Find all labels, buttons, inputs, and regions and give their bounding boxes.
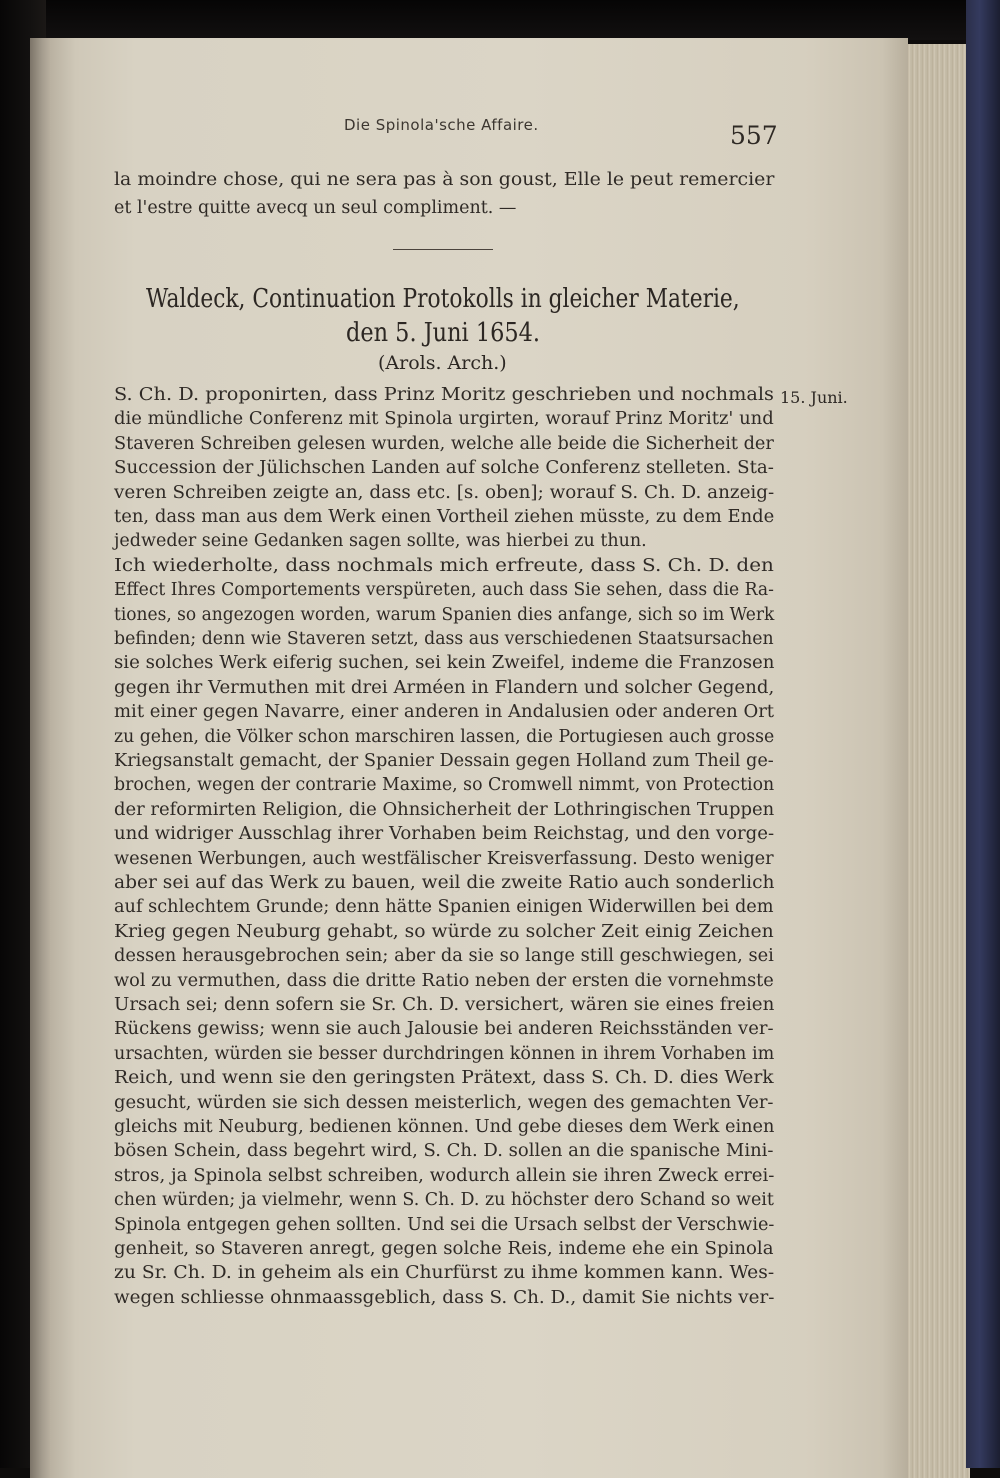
archive-source: (Arols. Arch.) (378, 352, 507, 374)
page-block-edges (906, 44, 970, 1478)
body-line: ten, dass man aus dem Werk einen Vortheil ziehen müsste, zu dem Ende (114, 507, 775, 527)
body-line: der reformirten Religion, die Ohnsicherheit der Lothringischen Truppen (114, 799, 775, 820)
previous-page-edge (30, 38, 52, 1478)
body-line: sie solches Werk eiferig suchen, sei kein Zweifel, indeme die Franzosen (114, 653, 775, 674)
body-line: wesenen Werbungen, auch westfälischer Kreisverfassung. Desto weniger (114, 848, 774, 869)
book-cover-top (0, 0, 1000, 40)
text-line: la moindre chose, qui ne sera pas à son goust, Elle le peut remercier (114, 170, 775, 190)
body-line: bösen Schein, dass begehrt wird, S. Ch. D. sollen an die spanische Mini- (114, 1141, 774, 1162)
body-line: ursachten, würden sie besser durchdringen können in ihrem Vorhaben im (114, 1043, 775, 1064)
text-line: et l'estre quitte avecq un seul compliment. — (114, 198, 517, 218)
body-line: veren Schreiben zeigte an, dass etc. [s. oben]; worauf S. Ch. D. anzeig- (114, 482, 775, 503)
body-line: dessen herausgebrochen sein; aber da sie so lange still geschwiegen, sei (114, 946, 774, 967)
body-line: Reich, und wenn sie den geringsten Prätext, dass S. Ch. D. dies Werk (114, 1068, 774, 1089)
body-line: Spinola entgegen gehen sollten. Und sei die Ursach selbst der Verschwie- (114, 1214, 775, 1235)
body-line: jedweder seine Gedanken sagen sollte, was hierbei zu thun. (114, 531, 647, 552)
body-line: gegen ihr Vermuthen mit drei Arméen in Flandern und solcher Gegend, (114, 677, 775, 698)
body-line: Staveren Schreiben gelesen wurden, welche alle beide die Sicherheit der (114, 433, 774, 454)
body-line: mit einer gegen Navarre, einer anderen in Andalusien oder anderen Ort (114, 702, 775, 723)
body-line: Ursach sei; denn sofern sie Sr. Ch. D. versichert, wären sie eines freien (114, 995, 775, 1015)
section-title-line1: Waldeck, Continuation Protokolls in gleicher Materie, (146, 284, 740, 314)
body-line: wol zu vermuthen, dass die dritte Ratio neben der ersten die vornehmste (114, 970, 774, 991)
body-line: stros, ja Spinola selbst schreiben, wodurch allein sie ihren Zweck errei- (114, 1165, 775, 1186)
running-head: Die Spinola'sche Affaire. (344, 116, 539, 134)
body-line: genheit, so Staveren anregt, gegen solche Reis, indeme ehe ein Spinola (114, 1239, 774, 1259)
body-line: S. Ch. D. proponirten, dass Prinz Moritz geschrieben und nochmals (114, 385, 774, 405)
page-number: 557 (730, 121, 778, 150)
section-title-line2: den 5. Juni 1654. (346, 318, 541, 348)
body-line: aber sei auf das Werk zu bauen, weil die zweite Ratio auch sonderlich (114, 873, 775, 893)
body-line: zu gehen, die Völker schon marschiren lassen, die Portugiesen auch grosse (114, 726, 775, 747)
body-line: tiones, so angezogen worden, warum Spanien dies anfange, sich so im Werk (114, 604, 775, 625)
body-line: die mündliche Conferenz mit Spinola urgirten, worauf Prinz Moritz' und (114, 409, 774, 430)
body-line: gesucht, würden sie sich dessen meisterlich, wegen des gemachten Ver- (114, 1092, 774, 1113)
body-line: gleichs mit Neuburg, bedienen können. Und gebe dieses dem Werk einen (114, 1117, 775, 1137)
body-line: zu Sr. Ch. D. in geheim als ein Churfürst zu ihme kommen kann. Wes- (114, 1263, 775, 1284)
body-line: brochen, wegen der contrarie Maxime, so Cromwell nimmt, von Protection (114, 775, 775, 796)
body-line: Succession der Jülichschen Landen auf solche Conferenz stelleten. Sta- (114, 458, 774, 479)
section-divider (393, 249, 493, 250)
body-line: befinden; denn wie Staveren setzt, dass aus verschiedenen Staatsursachen (114, 629, 774, 649)
body-line: Krieg gegen Neuburg gehabt, so würde zu solcher Zeit einig Zeichen (114, 921, 774, 942)
book-cover-right (966, 0, 1000, 1468)
margin-date-note: 15. Juni. (780, 388, 848, 407)
body-line: auf schlechtem Grunde; denn hätte Spanien einigen Widerwillen bei dem (114, 897, 774, 918)
body-line: Kriegsanstalt gemacht, der Spanier Dessain gegen Holland zum Theil ge- (114, 751, 774, 771)
body-line: Effect Ihres Comportements verspüreten, auch dass Sie sehen, dass die Ra- (114, 580, 774, 601)
body-line: und widriger Ausschlag ihrer Vorhaben beim Reichstag, und den vorge- (114, 824, 775, 845)
body-line: Rückens gewiss; wenn sie auch Jalousie bei anderen Reichsständen ver- (114, 1019, 774, 1040)
body-line: chen würden; ja vielmehr, wenn S. Ch. D. zu höchster dero Schand so weit (114, 1190, 774, 1211)
body-line: Ich wiederholte, dass nochmals mich erfreute, dass S. Ch. D. den (114, 555, 774, 576)
body-line: wegen schliesse ohnmaassgeblich, dass S. Ch. D., damit Sie nichts ver- (114, 1287, 775, 1308)
